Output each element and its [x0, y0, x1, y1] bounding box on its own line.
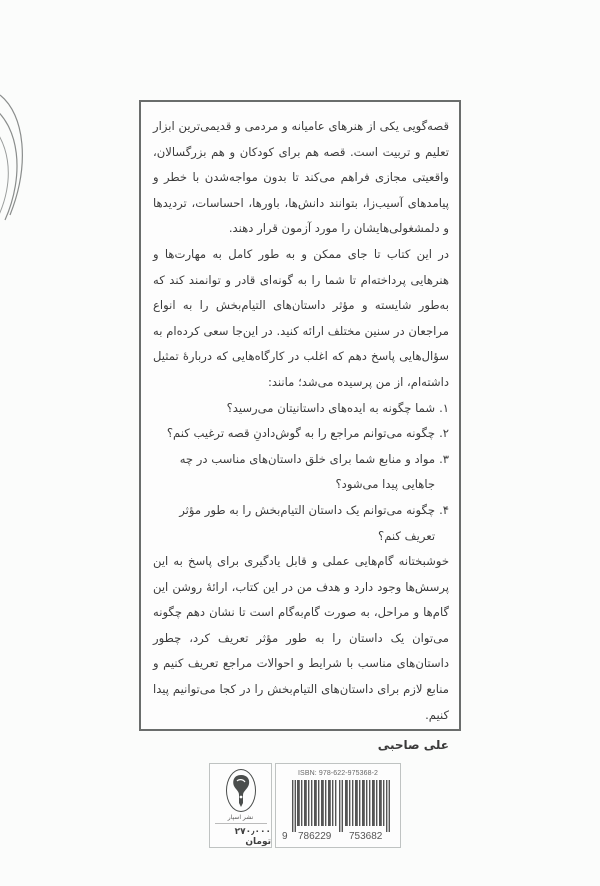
question-text: شما چگونه به ایده‌های داستانیتان می‌رسید؟ — [226, 400, 436, 415]
ean-group-1: 786229 — [298, 831, 332, 842]
author-signature: علی صاحبی — [377, 738, 449, 753]
publisher-logo-box — [209, 763, 272, 848]
question-text: چگونه می‌توانم یک داستان التیام‌بخش را به طور مؤثر تعریف کنم؟ — [179, 502, 436, 543]
question-number: ۲. — [439, 426, 449, 441]
barcode-icon — [292, 780, 392, 832]
blurb-purpose: در این کتاب تا جای ممکن و به طور کامل به مهارت‌ها و هنرهایی پرداخته‌ام تا شما را به گونه‌ای قادر و توانمند کند که به‌طور شایسته و مؤثر داستان‌های التیام‌بخش را به انواع مراجعان در سنین مختلف ارائه کنید. در این‌جا سعی کرده‌ام به سؤال‌هایی پاسخ دهم که اغلب در کارگاه‌هایی که دربارهٔ تمثیل داشته‌ام، از من پرسیده می‌شد؛ مانند: — [153, 246, 449, 389]
question-number: ۴. — [439, 502, 449, 517]
question-item — [153, 498, 449, 549]
barcode-box — [275, 763, 401, 848]
question-list — [153, 396, 449, 550]
question-text: مواد و منابع شما برای خلق داستان‌های مناسب در چه جاهایی پیدا می‌شود؟ — [179, 451, 436, 492]
blurb-box — [139, 100, 461, 753]
publisher-name: نشر اسپار — [227, 814, 254, 821]
blurb-intro: قصه‌گویی یکی از هنرهای عامیانه و مردمی و قدیمی‌ترین ابزار تعلیم و تربیت است. قصه هم برای کودکان و هم بزرگسالان، واقعیتی مجازی فراهم می‌کند تا بدون مواجه‌شدن با خطر و پیامدهای آسیب‌زا، بتوانند دانش‌ها، باورها، احساسات، تردیدها و دلمشغولی‌هایشان را مورد آزمون قرار دهند. — [153, 119, 449, 236]
question-item — [153, 396, 449, 422]
question-item — [153, 421, 449, 447]
horse-head-pen-nib-icon — [226, 769, 256, 812]
ean-group-2: 753682 — [349, 831, 383, 842]
divider — [215, 823, 267, 824]
blurb-conclusion: خوشبختانه گام‌هایی عملی و قابل یادگیری برای پاسخ به این پرسش‌ها وجود دارد و هدف من در این کتاب، ارائهٔ روشن این گام‌ها و مراحل، به صورت گام‌به‌گام است تا نشان دهم چگونه می‌توان یک داستان را به طور مؤثر تعریف کرد، چطور داستان‌های مناسب با شرایط و احوالات مراجع تعریف کنیم و منابع لازم برای داستان‌های التیام‌بخش را در کجا می‌توانیم پیدا کنیم. — [153, 554, 449, 722]
question-text: چگونه می‌توانم مراجع را به گوش‌دادنِ قصه ترغیب کنم؟ — [166, 426, 436, 441]
price-label: ۲۷۰٫۰۰۰ تومان — [234, 827, 271, 847]
decorative-curves — [0, 85, 50, 225]
isbn-label: ISBN: 978-622-975368-2 — [298, 770, 379, 777]
question-item — [153, 447, 449, 498]
question-number: ۳. — [439, 451, 449, 466]
question-number: ۱. — [439, 400, 449, 415]
ean-first-digit: 9 — [282, 831, 288, 842]
